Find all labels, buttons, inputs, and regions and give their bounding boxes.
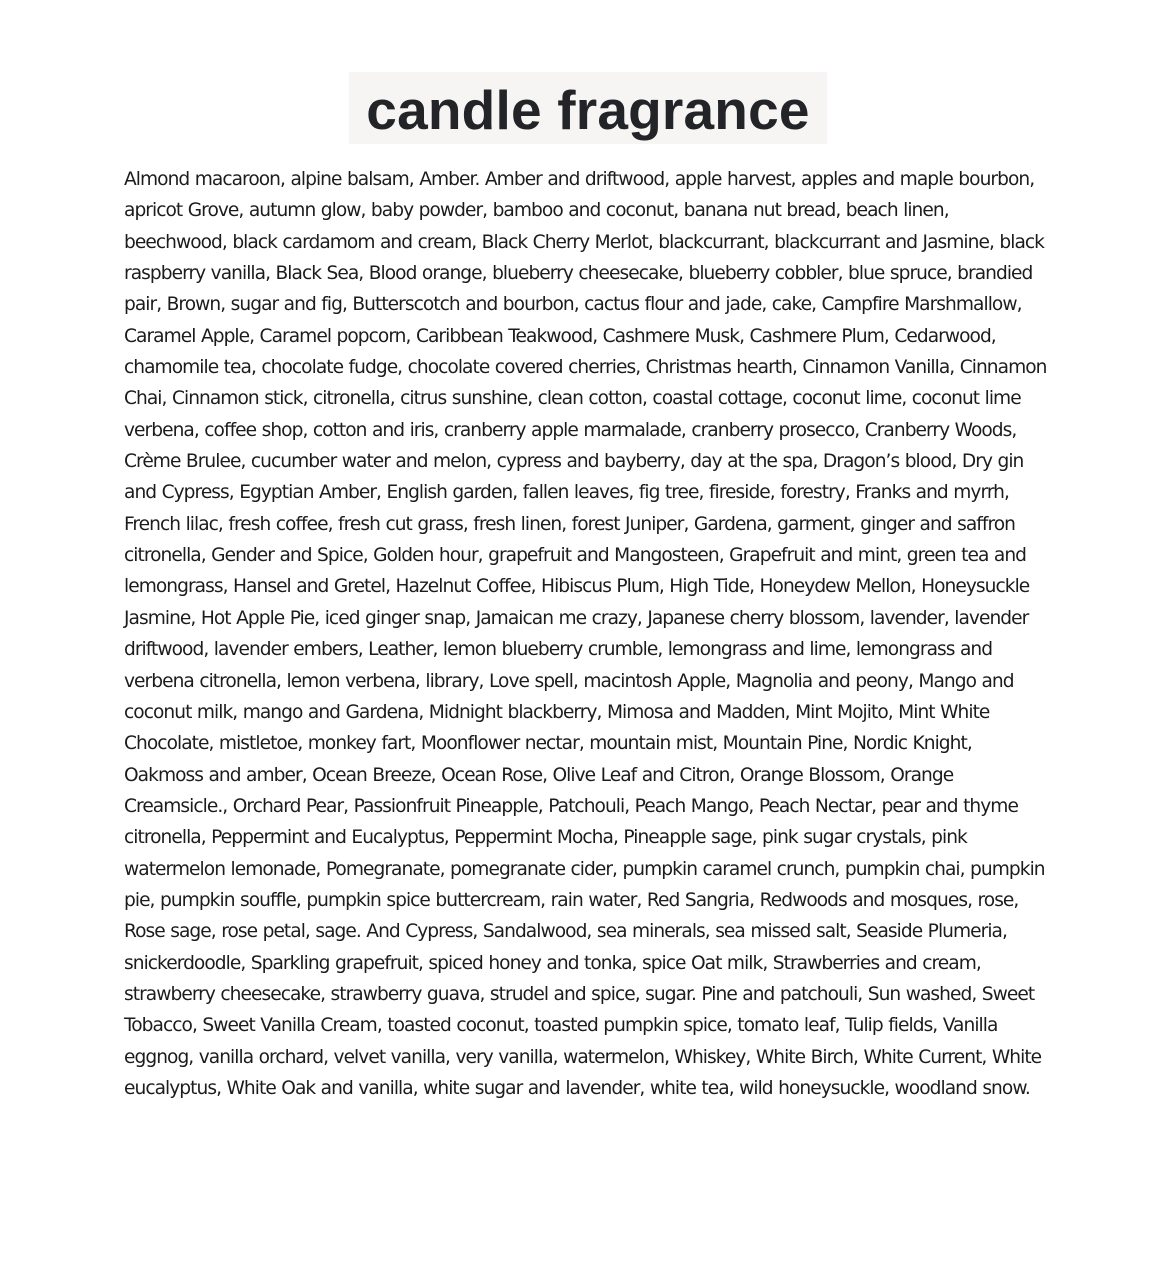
fragrance-list: Almond macaroon, alpine balsam, Amber. Amber and driftwood, apple harvest, apples and maple bourbon, apricot Grove, autumn glow, baby powder, bamboo and coconut, banana nut bread, beach linen, beechwood, black cardamom and cream, Black Cherry Merlot, blackcurrant, blackcurrant and Jasmine, black raspberry vanilla, Black Sea, Blood orange, blueberry cheesecake, blueberry cobbler, blue spruce, brandied pair, Brown, sugar and fig, Butterscotch and bourbon, cactus flour and jade, cake, Campfire Marshmallow, Caramel Apple, Caramel popcorn, Caribbean Teakwood, Cashmere Musk, Cashmere Plum, Cedarwood, chamomile tea, chocolate fudge, chocolate covered cherries, Christmas hearth, Cinnamon Vanilla, Cinnamon Chai, Cinnamon stick, citronella, citrus sunshine, clean cotton, coastal cottage, coconut lime, coconut lime verbena, coffee shop, cotton and iris, cranberry apple marmalade, cranberry prosecco, Cranberry Woods, Crème Brulee, cucumber water and melon, cypress and bayberry, day at the spa, Dragon’s blood, Dry gin and Cypress, Egyptian Amber, English garden, fallen leaves, fig tree, fireside, forestry, Franks and myrrh, French lilac, fresh coffee, fresh cut grass, fresh linen, forest Juniper, Gardena, garment, ginger and saffron citronella, Gender and Spice, Golden hour, grapefruit and Mangosteen, Grapefruit and mint, green tea and lemongrass, Hansel and Gretel, Hazelnut Coffee, Hibiscus Plum, High Tide, Honeydew Mellon, Honeysuckle Jasmine, Hot Apple Pie, iced ginger snap, Jamaican me crazy, Japanese cherry blossom, lavender, lavender driftwood, lavender embers, Leather, lemon blueberry crumble, lemongrass and lime, lemongrass and verbena citronella, lemon verbena, library, Love spell, macintosh Apple, Magnolia and peony, Mango and coconut milk, mango and Gardena, Midnight blackberry, Mimosa and Madden, Mint Mojito, Mint White Chocolate, mistletoe, monkey fart, Moonflower nectar, mountain mist, Mountain Pine, Nordic Knight, Oakmoss and amber, Ocean Breeze, Ocean Rose, Olive Leaf and Citron, Orange Blossom, Orange Creamsicle., Orchard Pear, Passionfruit Pineapple, Patchouli, Peach Mango, Peach Nectar, pear and thyme citronella, Peppermint and Eucalyptus, Peppermint Mocha, Pineapple sage, pink sugar crystals, pink watermelon lemonade, Pomegranate, pomegranate cider, pumpkin caramel crunch, pumpkin chai, pumpkin pie, pumpkin souffle, pumpkin spice buttercream, rain water, Red Sangria, Redwoods and mosques, rose, Rose sage, rose petal, sage. And Cypress, Sandalwood, sea minerals, sea missed salt, Seaside Plumeria, snickerdoodle, Sparkling grapefruit, spiced honey and tonka, spice Oat milk, Strawberries and cream, strawberry cheesecake, strawberry guava, strudel and spice, sugar. Pine and patchouli, Sun washed, Sweet Tobacco, Sweet Vanilla Cream, toasted coconut, toasted pumpkin spice, tomato leaf, Tulip fields, Vanilla eggnog, vanilla orchard, velvet vanilla, very vanilla, watermelon, Whiskey, White Birch, White Current, White eucalyptus, White Oak and vanilla, white sugar and lavender, white tea, wild honeysuckle, woodland snow. xyxy=(124,169,1047,1099)
title-banner xyxy=(349,72,827,144)
page-title: candle fragrance xyxy=(366,79,810,141)
